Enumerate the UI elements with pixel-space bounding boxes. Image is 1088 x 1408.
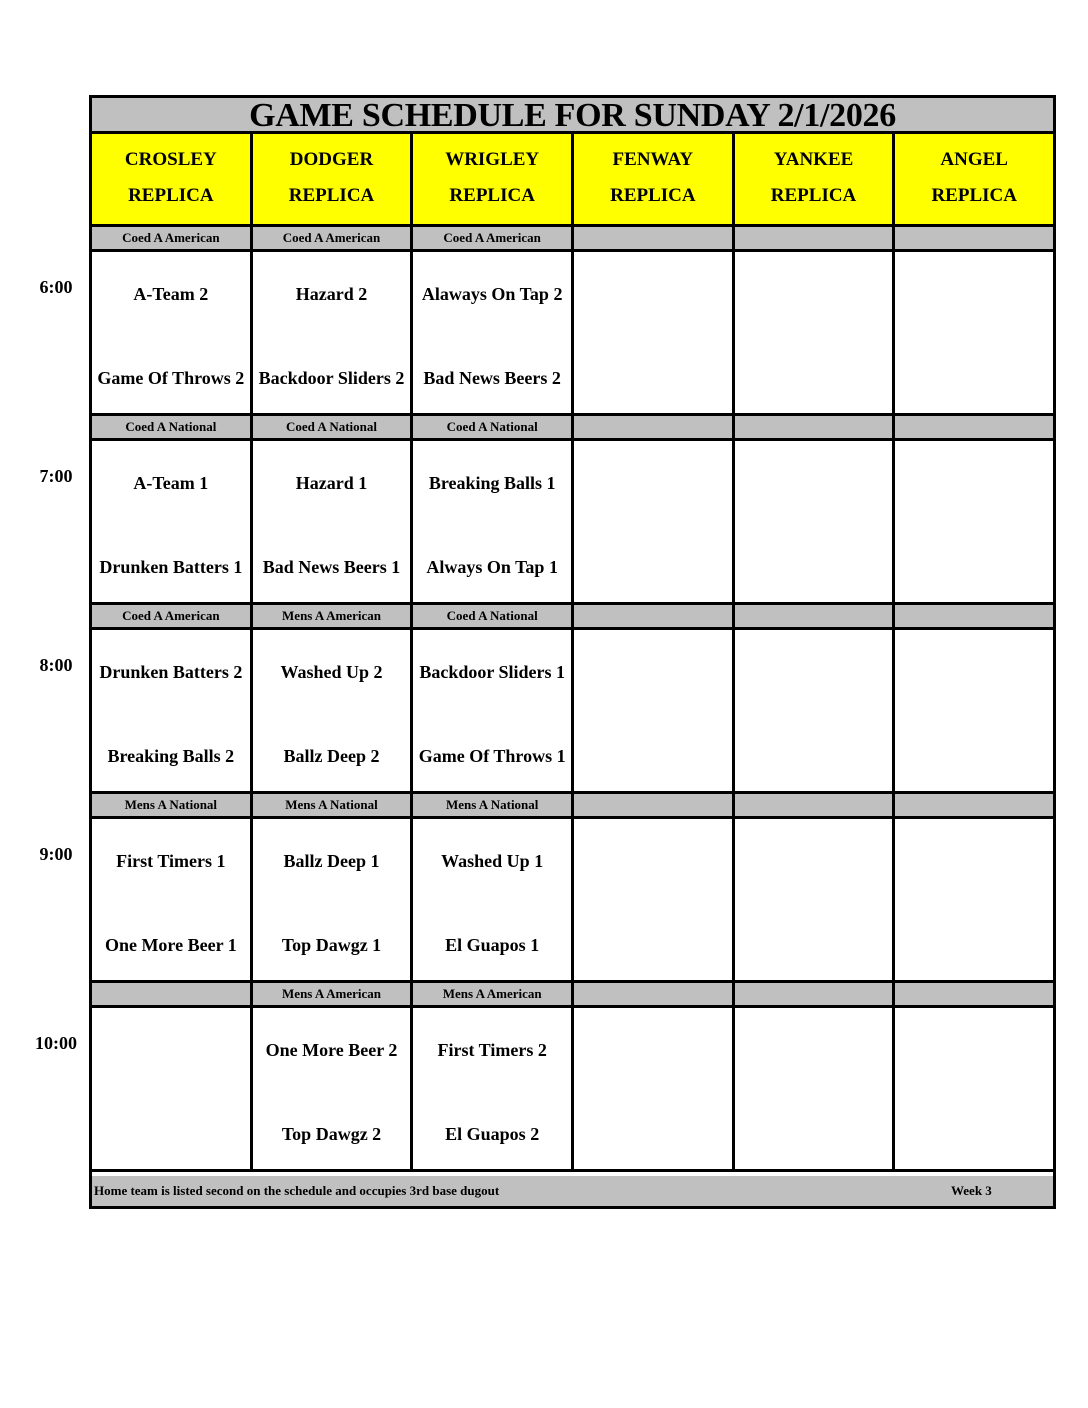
division-label xyxy=(735,227,896,249)
schedule-table xyxy=(89,95,1056,1209)
home-team xyxy=(737,348,891,408)
home-team: Bad News Beers 2 xyxy=(423,368,561,388)
division-label xyxy=(92,983,253,1005)
field-name: DODGER xyxy=(289,149,374,170)
home-team xyxy=(737,726,891,786)
away-team: Drunken Batters 2 xyxy=(99,662,243,682)
field-header-cell xyxy=(895,134,1053,224)
field-header-cell xyxy=(413,134,574,224)
division-label: Coed A National xyxy=(253,416,414,438)
division-label: Coed A American xyxy=(92,605,253,627)
game-cell xyxy=(735,819,896,980)
division-label: Mens A National xyxy=(253,794,414,816)
division-label: Coed A National xyxy=(413,416,574,438)
away-team xyxy=(576,831,730,891)
division-label xyxy=(574,227,735,249)
home-team xyxy=(737,1104,891,1164)
game-cell xyxy=(735,1008,896,1169)
away-team: A-Team 2 xyxy=(133,284,209,304)
field-subtitle: REPLICA xyxy=(128,185,214,206)
home-team xyxy=(576,915,730,975)
field-header-cell xyxy=(574,134,735,224)
game-cell xyxy=(574,252,735,413)
footer-bar xyxy=(92,1176,1053,1206)
division-label xyxy=(735,416,896,438)
game-cell xyxy=(735,630,896,791)
time-label: 8:00 xyxy=(39,655,73,675)
game-cell xyxy=(253,1008,414,1169)
home-team xyxy=(576,1104,730,1164)
home-team xyxy=(737,537,891,597)
division-label: Mens A American xyxy=(253,605,414,627)
home-team xyxy=(737,915,891,975)
division-row xyxy=(92,227,1053,252)
time-label: 6:00 xyxy=(39,277,73,297)
field-name: YANKEE xyxy=(773,149,854,170)
game-row xyxy=(92,441,1053,605)
division-row xyxy=(92,605,1053,630)
field-header-cell xyxy=(253,134,414,224)
away-team xyxy=(897,264,1051,324)
game-cell xyxy=(735,441,896,602)
home-team xyxy=(576,348,730,408)
game-cell xyxy=(253,630,414,791)
home-team xyxy=(897,726,1051,786)
away-team: Backdoor Sliders 1 xyxy=(419,662,566,682)
game-cell xyxy=(413,441,574,602)
game-cell xyxy=(413,630,574,791)
game-cell xyxy=(574,819,735,980)
footer-note: Home team is listed second on the schedule and occupies 3rd base dugout xyxy=(94,1183,500,1198)
time-slot-block xyxy=(92,605,1053,794)
division-row xyxy=(92,416,1053,441)
division-label: Coed A American xyxy=(253,227,414,249)
division-label xyxy=(574,605,735,627)
division-label: Mens A American xyxy=(253,983,414,1005)
field-header-row xyxy=(92,134,1053,227)
home-team xyxy=(897,537,1051,597)
division-label: Mens A National xyxy=(92,794,253,816)
game-row xyxy=(92,1008,1053,1172)
game-cell xyxy=(253,819,414,980)
game-cell xyxy=(413,1008,574,1169)
away-team xyxy=(576,264,730,324)
game-cell xyxy=(574,441,735,602)
game-cell xyxy=(92,252,253,413)
away-team: One More Beer 2 xyxy=(265,1040,398,1060)
away-team xyxy=(897,453,1051,513)
game-cell xyxy=(895,630,1053,791)
game-cell xyxy=(574,630,735,791)
home-team: Drunken Batters 1 xyxy=(99,557,243,577)
home-team: Game Of Throws 2 xyxy=(97,368,245,388)
away-team xyxy=(897,642,1051,702)
home-team: El Guapos 2 xyxy=(445,1124,540,1144)
time-slot-block xyxy=(92,416,1053,605)
away-team xyxy=(737,264,891,324)
away-team: Hazard 2 xyxy=(295,284,368,304)
game-cell xyxy=(92,819,253,980)
division-label: Coed A American xyxy=(92,227,253,249)
division-label xyxy=(895,794,1053,816)
time-label: 9:00 xyxy=(39,844,73,864)
division-label: Mens A American xyxy=(413,983,574,1005)
home-team: One More Beer 1 xyxy=(104,935,237,955)
away-team: Washed Up 1 xyxy=(441,851,544,871)
game-cell xyxy=(895,1008,1053,1169)
away-team xyxy=(576,453,730,513)
game-row xyxy=(92,252,1053,416)
division-label: Coed A National xyxy=(92,416,253,438)
division-label xyxy=(895,416,1053,438)
page-title: GAME SCHEDULE FOR SUNDAY 2/1/2026 xyxy=(92,98,1053,134)
field-name: CROSLEY xyxy=(124,149,217,170)
field-header-cell xyxy=(735,134,896,224)
game-cell xyxy=(92,1008,253,1169)
away-team: First Timers 2 xyxy=(437,1040,547,1060)
division-row xyxy=(92,794,1053,819)
home-team xyxy=(576,537,730,597)
game-cell xyxy=(735,252,896,413)
time-label: 10:00 xyxy=(35,1033,77,1053)
home-team: El Guapos 1 xyxy=(445,935,540,955)
time-slot-block xyxy=(92,227,1053,416)
away-team xyxy=(576,1020,730,1080)
game-cell xyxy=(253,252,414,413)
division-label xyxy=(735,983,896,1005)
field-subtitle: REPLICA xyxy=(770,185,857,206)
game-row xyxy=(92,819,1053,983)
division-label xyxy=(574,794,735,816)
away-team: Breaking Balls 1 xyxy=(428,473,556,493)
away-team xyxy=(737,642,891,702)
home-team xyxy=(897,348,1051,408)
division-label: Coed A National xyxy=(413,605,574,627)
week-label: Week 3 xyxy=(951,1183,992,1198)
away-team: Alaways On Tap 2 xyxy=(421,284,563,304)
division-label xyxy=(574,416,735,438)
game-cell xyxy=(253,441,414,602)
home-team: Ballz Deep 2 xyxy=(283,746,380,766)
field-subtitle: REPLICA xyxy=(288,185,375,206)
division-label xyxy=(895,227,1053,249)
time-slot-block xyxy=(92,983,1053,1172)
game-cell xyxy=(895,252,1053,413)
division-label xyxy=(574,983,735,1005)
away-team xyxy=(576,642,730,702)
away-team xyxy=(737,1020,891,1080)
game-cell xyxy=(413,252,574,413)
home-team: Backdoor Sliders 2 xyxy=(258,368,405,388)
home-team: Game Of Throws 1 xyxy=(418,746,566,766)
division-label xyxy=(735,794,896,816)
division-row xyxy=(92,983,1053,1008)
game-row xyxy=(92,630,1053,794)
home-team: Bad News Beers 1 xyxy=(262,557,401,577)
home-team: Top Dawgz 2 xyxy=(281,1124,382,1144)
game-cell xyxy=(574,1008,735,1169)
field-name: ANGEL xyxy=(940,149,1008,170)
division-label xyxy=(895,605,1053,627)
home-team xyxy=(94,1104,248,1164)
field-subtitle: REPLICA xyxy=(449,185,535,206)
field-subtitle: REPLICA xyxy=(610,185,696,206)
away-team xyxy=(737,453,891,513)
away-team: A-Team 1 xyxy=(133,473,209,493)
game-cell xyxy=(92,441,253,602)
field-subtitle: REPLICA xyxy=(931,185,1017,206)
home-team xyxy=(897,915,1051,975)
division-label xyxy=(895,983,1053,1005)
away-team xyxy=(897,1020,1051,1080)
division-label: Mens A National xyxy=(413,794,574,816)
field-name: FENWAY xyxy=(612,149,694,170)
division-label: Coed A American xyxy=(413,227,574,249)
game-cell xyxy=(413,819,574,980)
game-cell xyxy=(92,630,253,791)
field-name: WRIGLEY xyxy=(445,149,540,170)
field-header-cell xyxy=(92,134,253,224)
away-team: Ballz Deep 1 xyxy=(283,851,380,871)
away-team xyxy=(897,831,1051,891)
away-team xyxy=(737,831,891,891)
division-label xyxy=(735,605,896,627)
away-team xyxy=(94,1020,248,1080)
home-team: Breaking Balls 2 xyxy=(107,746,235,766)
home-team: Top Dawgz 1 xyxy=(281,935,382,955)
home-team xyxy=(576,726,730,786)
game-cell xyxy=(895,819,1053,980)
time-label: 7:00 xyxy=(39,466,73,486)
game-cell xyxy=(895,441,1053,602)
home-team: Always On Tap 1 xyxy=(426,557,558,577)
home-team xyxy=(897,1104,1051,1164)
away-team: Washed Up 2 xyxy=(280,662,383,682)
away-team: First Timers 1 xyxy=(116,851,226,871)
away-team: Hazard 1 xyxy=(295,473,368,493)
time-slot-block xyxy=(92,794,1053,983)
